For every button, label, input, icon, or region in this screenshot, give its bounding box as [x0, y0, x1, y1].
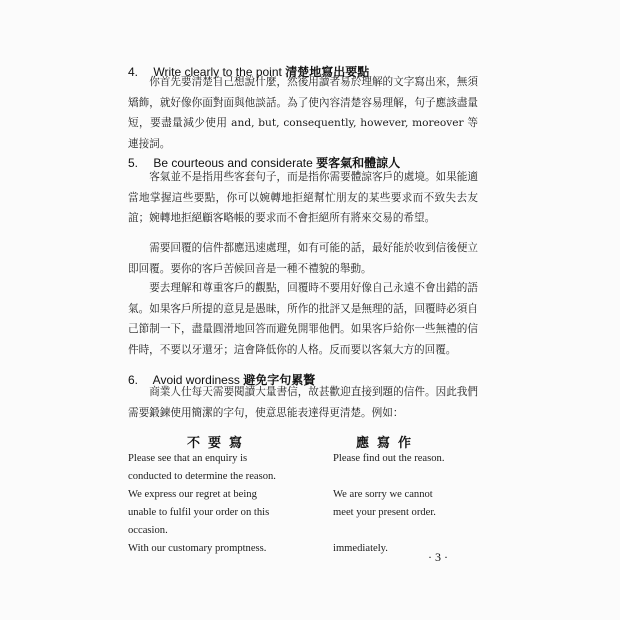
should-write-column [333, 450, 515, 558]
section-6-title-zh: 避免字句累贅 [243, 373, 316, 387]
section-6-number: 6. [128, 373, 139, 387]
should-write-line [333, 522, 515, 540]
should-write-line: meet your present order. [333, 507, 436, 518]
dont-write-line: conducted to determine the reason. [128, 471, 276, 482]
section-6-paragraph: 商業人仕每天需要閱讀大量書信，故甚歡迎直接到題的信件。因此我們需要鍛鍊使用簡潔的字句，使意思能表達得更清楚。例如： [128, 386, 478, 419]
should-write-header: 應寫作 [356, 436, 420, 451]
section-5-title-en: Be courteous and considerate [153, 156, 313, 170]
section-5-title-zh: 要客氣和體諒人 [316, 156, 401, 170]
should-write-line: Please find out the reason. [333, 453, 445, 464]
page-number: · 3 · [428, 550, 448, 564]
section-4-number: 4. [128, 65, 139, 79]
dont-write-line: We express our regret at being [128, 489, 257, 500]
section-4-paragraph: 你首先要清楚自己想說什麼，然後用讀者易於理解的文字寫出來，無須矯飾，就好像你面對面與他談話。為了使內容清楚容易理解，句子應該盡量短，要盡量減少使用 and, but, consequently, however, moreover 等連接詞。 [128, 76, 478, 151]
section-5-number: 5. [128, 156, 139, 170]
should-write-line [333, 468, 515, 486]
dont-write-line: Please see that an enquiry is [128, 453, 248, 464]
should-write-line: We are sorry we cannot [333, 489, 433, 500]
dont-write-line: With our customary promptness. [128, 543, 267, 554]
section-4-title-en: Write clearly to the point [153, 65, 282, 79]
section-6-title-en: Avoid wordiness [152, 373, 240, 387]
dont-write-column [128, 450, 310, 558]
dont-write-header: 不要寫 [187, 436, 251, 451]
dont-write-line: unable to fulfil your order on this [128, 507, 270, 518]
dont-write-line: occasion. [128, 525, 168, 536]
should-write-line: immediately. [333, 543, 388, 554]
section-5-paragraph-1: 客氣並不是指用些客套句子，而是指你需要體諒客戶的處境。如果能適當地掌握這些要點，你可以婉轉地拒絕幫忙朋友的某些要求而不致失去友誼；婉轉地拒絕顧客略帳的要求而不會拒絕所有將來交易的希望。 [128, 171, 478, 225]
section-5-paragraph-2: 需要回覆的信件都應迅速處理，如有可能的話，最好能於收到信後便立即回覆。要你的客戶苦候回音是一種不禮貌的舉動。 [128, 242, 478, 275]
section-5-paragraph-3: 要去理解和尊重客戶的觀點，回覆時不要用好像自己永遠不會出錯的語氣。如果客戶所提的意見是愚昧，所作的批評又是無理的話，回覆時必須自己節制一下，盡量圓滑地回答而避免開罪他們。如果客戶給你一些無禮的信件時，不要以牙還牙；這會降低你的人格。反而要以客氣大方的回覆。 [128, 282, 478, 357]
section-4-title-zh: 清楚地寫出要點 [285, 65, 370, 79]
